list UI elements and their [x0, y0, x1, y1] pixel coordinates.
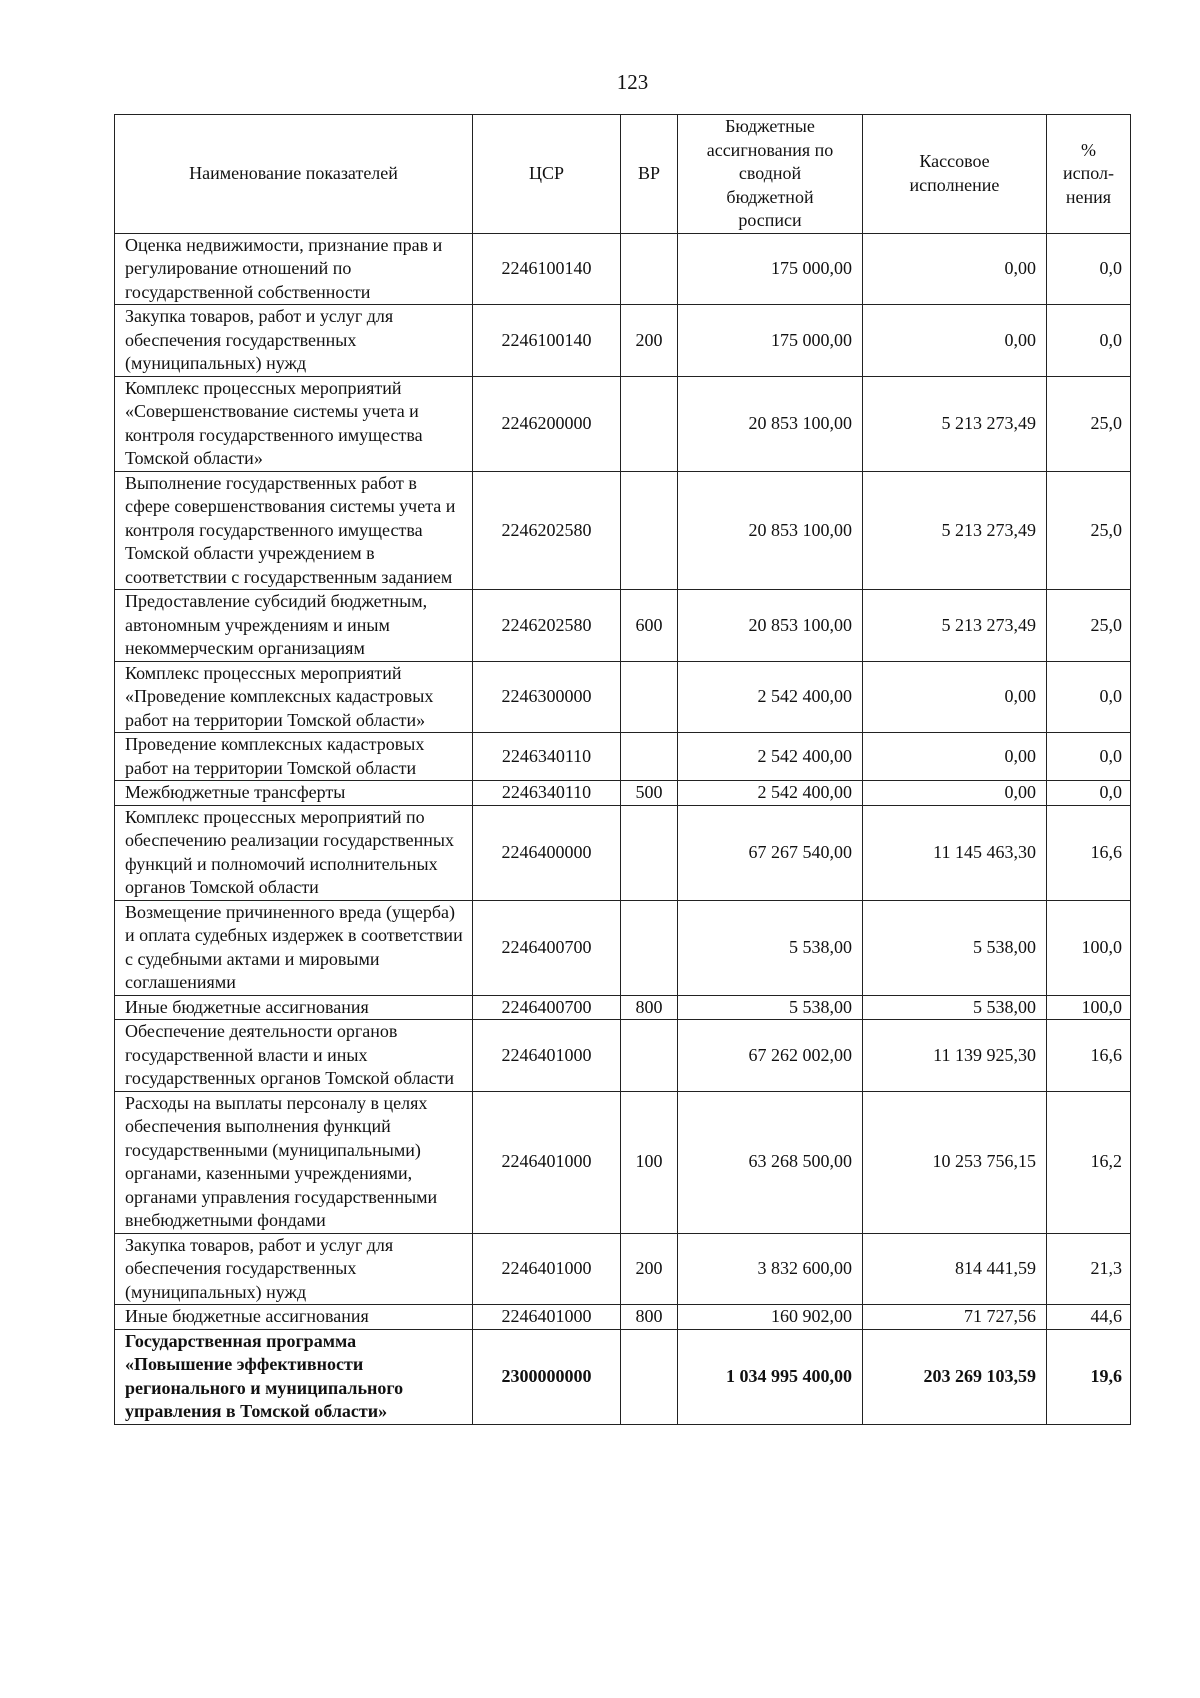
cell-budget: 1 034 995 400,00: [678, 1329, 863, 1424]
table-row: [115, 900, 1131, 995]
cell-csr: 2246200000: [473, 376, 621, 471]
cell-vr: [621, 661, 678, 733]
cell-budget: 67 262 002,00: [678, 1020, 863, 1092]
cell-pct: 16,6: [1047, 805, 1131, 900]
cell-vr: 100: [621, 1091, 678, 1233]
cell-kass: 5 213 273,49: [863, 590, 1047, 662]
cell-vr: 500: [621, 781, 678, 806]
cell-budget: 67 267 540,00: [678, 805, 863, 900]
cell-vr: [621, 733, 678, 781]
table-row: [115, 781, 1131, 806]
page-number: 123: [616, 70, 649, 94]
cell-csr: 2246401000: [473, 1305, 621, 1330]
table-row: [115, 590, 1131, 662]
cell-kass: 0,00: [863, 233, 1047, 305]
table-row: [115, 805, 1131, 900]
cell-budget: 2 542 400,00: [678, 661, 863, 733]
cell-vr: [621, 1020, 678, 1092]
cell-budget: 175 000,00: [678, 233, 863, 305]
cell-pct: 0,0: [1047, 661, 1131, 733]
cell-pct: 44,6: [1047, 1305, 1131, 1330]
cell-csr: 2246400700: [473, 995, 621, 1020]
cell-csr: 2246202580: [473, 590, 621, 662]
cell-kass: 11 139 925,30: [863, 1020, 1047, 1092]
table-row: [115, 733, 1131, 781]
cell-budget: 2 542 400,00: [678, 781, 863, 806]
header-name: Наименование показателей: [115, 115, 473, 234]
table-row: [115, 661, 1131, 733]
cell-name: Комплекс процессных мероприятий «Совершенствование системы учета и контроля государственного имущества Томской области»: [115, 376, 473, 471]
cell-kass: 0,00: [863, 661, 1047, 733]
cell-vr: [621, 233, 678, 305]
cell-kass: 5 213 273,49: [863, 376, 1047, 471]
cell-pct: 25,0: [1047, 376, 1131, 471]
cell-kass: 5 213 273,49: [863, 471, 1047, 590]
cell-pct: 0,0: [1047, 305, 1131, 377]
cell-kass: 11 145 463,30: [863, 805, 1047, 900]
table-row: [115, 233, 1131, 305]
cell-name: Выполнение государственных работ в сфере совершенствования системы учета и контроля государственного имущества Томской области учреждением в соответствии с государственным заданием: [115, 471, 473, 590]
cell-name: Оценка недвижимости, признание прав и регулирование отношений по государственной собственности: [115, 233, 473, 305]
cell-name: Обеспечение деятельности органов государственной власти и иных государственных органов Томской области: [115, 1020, 473, 1092]
cell-pct: 21,3: [1047, 1233, 1131, 1305]
cell-pct: 100,0: [1047, 900, 1131, 995]
table-row: [115, 1020, 1131, 1092]
cell-name: Комплекс процессных мероприятий по обеспечению реализации государственных функций и полномочий исполнительных органов Томской области: [115, 805, 473, 900]
cell-csr: 2246400000: [473, 805, 621, 900]
cell-vr: [621, 900, 678, 995]
table-header-row: [115, 115, 1131, 234]
cell-vr: [621, 471, 678, 590]
cell-pct: 0,0: [1047, 733, 1131, 781]
table-row: [115, 376, 1131, 471]
cell-kass: 0,00: [863, 781, 1047, 806]
cell-kass: 0,00: [863, 733, 1047, 781]
table-row: [115, 1329, 1131, 1424]
cell-name: Закупка товаров, работ и услуг для обеспечения государственных (муниципальных) нужд: [115, 305, 473, 377]
cell-pct: 25,0: [1047, 590, 1131, 662]
cell-budget: 175 000,00: [678, 305, 863, 377]
cell-pct: 0,0: [1047, 781, 1131, 806]
cell-name: Государственная программа «Повышение эффективности регионального и муниципального управления в Томской области»: [115, 1329, 473, 1424]
cell-budget: 20 853 100,00: [678, 471, 863, 590]
cell-csr: 2246400700: [473, 900, 621, 995]
cell-budget: 3 832 600,00: [678, 1233, 863, 1305]
cell-budget: 63 268 500,00: [678, 1091, 863, 1233]
cell-pct: 16,6: [1047, 1020, 1131, 1092]
header-budget: Бюджетные ассигнования по сводной бюджетной росписи: [678, 115, 863, 234]
cell-budget: 20 853 100,00: [678, 376, 863, 471]
budget-table: [114, 114, 1131, 1425]
cell-budget: 2 542 400,00: [678, 733, 863, 781]
cell-kass: 5 538,00: [863, 900, 1047, 995]
table-row: [115, 471, 1131, 590]
table-row: [115, 1091, 1131, 1233]
table-row: [115, 1233, 1131, 1305]
table-row: [115, 1305, 1131, 1330]
cell-vr: 800: [621, 1305, 678, 1330]
cell-csr: 2246100140: [473, 305, 621, 377]
cell-csr: 2246401000: [473, 1091, 621, 1233]
cell-name: Проведение комплексных кадастровых работ на территории Томской области: [115, 733, 473, 781]
cell-csr: 2246202580: [473, 471, 621, 590]
cell-csr: 2246401000: [473, 1020, 621, 1092]
cell-vr: 800: [621, 995, 678, 1020]
cell-name: Иные бюджетные ассигнования: [115, 1305, 473, 1330]
cell-pct: 100,0: [1047, 995, 1131, 1020]
header-vr: ВР: [621, 115, 678, 234]
header-csr: ЦСР: [473, 115, 621, 234]
cell-name: Возмещение причиненного вреда (ущерба) и оплата судебных издержек в соответствии с судебными актами и мировыми соглашениями: [115, 900, 473, 995]
header-pct: % испол-нения: [1047, 115, 1131, 234]
cell-csr: 2246300000: [473, 661, 621, 733]
cell-csr: 2300000000: [473, 1329, 621, 1424]
header-kass: Кассовое исполнение: [863, 115, 1047, 234]
cell-kass: 5 538,00: [863, 995, 1047, 1020]
cell-budget: 5 538,00: [678, 900, 863, 995]
cell-kass: 10 253 756,15: [863, 1091, 1047, 1233]
cell-pct: 0,0: [1047, 233, 1131, 305]
cell-kass: 0,00: [863, 305, 1047, 377]
cell-name: Межбюджетные трансферты: [115, 781, 473, 806]
cell-csr: 2246401000: [473, 1233, 621, 1305]
cell-budget: 5 538,00: [678, 995, 863, 1020]
cell-name: Закупка товаров, работ и услуг для обеспечения государственных (муниципальных) нужд: [115, 1233, 473, 1305]
cell-csr: 2246340110: [473, 781, 621, 806]
cell-vr: 600: [621, 590, 678, 662]
cell-vr: 200: [621, 305, 678, 377]
cell-csr: 2246100140: [473, 233, 621, 305]
cell-vr: [621, 376, 678, 471]
cell-name: Комплекс процессных мероприятий «Проведение комплексных кадастровых работ на территории Томской области»: [115, 661, 473, 733]
table-row: [115, 305, 1131, 377]
cell-pct: 19,6: [1047, 1329, 1131, 1424]
cell-csr: 2246340110: [473, 733, 621, 781]
cell-vr: [621, 805, 678, 900]
cell-vr: [621, 1329, 678, 1424]
cell-kass: 203 269 103,59: [863, 1329, 1047, 1424]
cell-budget: 160 902,00: [678, 1305, 863, 1330]
cell-kass: 814 441,59: [863, 1233, 1047, 1305]
cell-name: Предоставление субсидий бюджетным, автономным учреждениям и иным некоммерческим организациям: [115, 590, 473, 662]
cell-name: Иные бюджетные ассигнования: [115, 995, 473, 1020]
cell-budget: 20 853 100,00: [678, 590, 863, 662]
cell-vr: 200: [621, 1233, 678, 1305]
cell-name: Расходы на выплаты персоналу в целях обеспечения выполнения функций государственными (муниципальными) органами, казенными учреждениями, органами управления государственными внебюджетными фондами: [115, 1091, 473, 1233]
table-row: [115, 995, 1131, 1020]
cell-pct: 25,0: [1047, 471, 1131, 590]
cell-kass: 71 727,56: [863, 1305, 1047, 1330]
cell-pct: 16,2: [1047, 1091, 1131, 1233]
